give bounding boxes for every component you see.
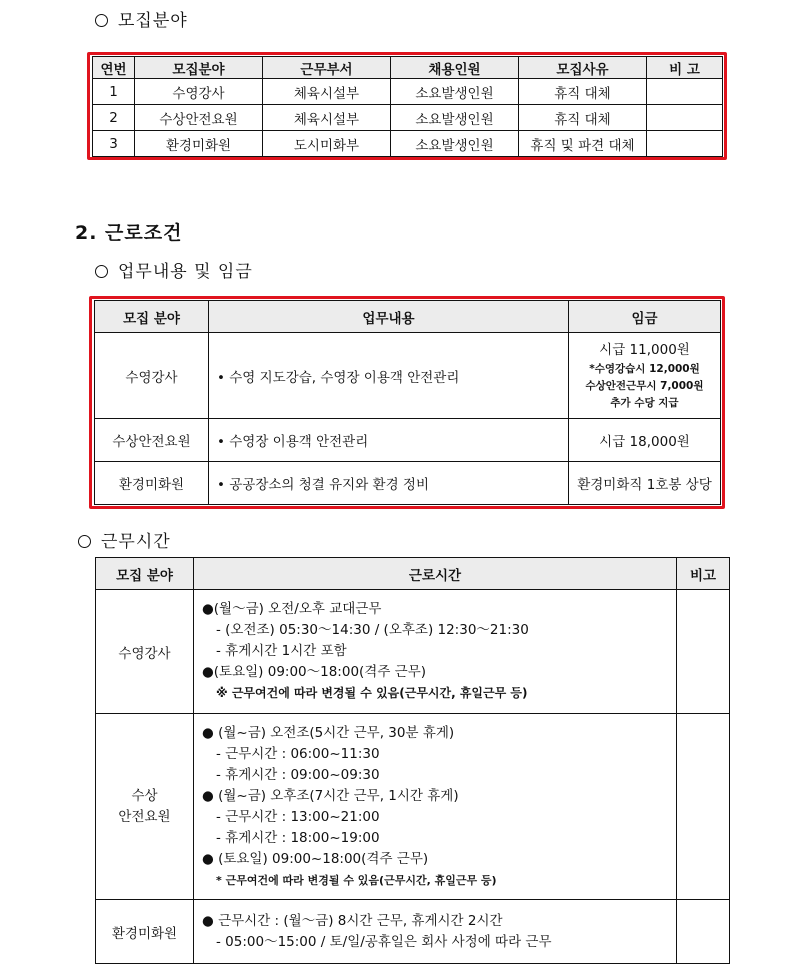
field-cell: 수영강사 [96,590,194,714]
column-header: 근로시간 [194,558,677,590]
wage-note: *수영강습시 12,000원 [589,363,700,375]
table-cell: 휴직 및 파견 대체 [519,131,647,157]
table-cell: 1 [93,79,135,105]
hours-line: - 휴게시간 : 18:00~19:00 [216,829,380,846]
table-row [93,105,723,131]
column-header: 비고 [677,558,730,590]
hours-line: - (오전조) 05:30～14:30 / (오후조) 12:30～21:30 [216,622,529,638]
table-row [95,462,721,505]
hours-cell [194,900,677,964]
table-cell: 환경미화원 [135,131,263,157]
field-cell: 환경미화원 [95,462,209,505]
remark-cell [677,714,730,900]
table-cell: 도시미화부 [263,131,391,157]
section-title-work-conditions: 2. 근로조건 [75,222,183,244]
hours-line: - 05:00～15:00 / 토/일/공휴일은 회사 사정에 따라 근무 [216,933,552,950]
hours-note: ※ 근무여건에 따라 변경될 수 있음(근무시간, 휴일근무 등) [216,686,528,700]
hours-line: ● (토요일) 09:00~18:00(격주 근무) [202,850,429,867]
wage-cell: 환경미화직 1호봉 상당 [569,462,721,505]
hours-cell [194,590,677,714]
table-row [96,900,730,964]
column-header: 모집사유 [519,57,647,79]
circle-bullet-icon [95,265,108,278]
section-heading-work-hours: 근무시간 [78,527,171,552]
wage-cell: 시급 18,000원 [569,419,721,462]
hours-line: - 휴게시간 : 09:00~09:30 [216,766,380,783]
column-header: 모집 분야 [95,301,209,333]
table-cell: 소요발생인원 [391,105,519,131]
hours-line: ●(토요일) 09:00～18:00(격주 근무) [202,664,427,680]
table-cell: 휴직 대체 [519,79,647,105]
column-header: 모집분야 [135,57,263,79]
table-cell: 수상안전요원 [135,105,263,131]
wage-cell [569,333,721,419]
hours-line: ● (월~금) 오전조(5시간 근무, 30분 휴게) [202,724,455,741]
table-cell: 2 [93,105,135,131]
recruit-table [92,56,723,157]
column-header: 임금 [569,301,721,333]
wage-value: 시급 11,000원 [599,342,690,358]
table-cell [647,105,723,131]
hours-line: - 휴게시간 1시간 포함 [216,643,347,659]
table-cell: 휴직 대체 [519,105,647,131]
table-row [96,714,730,900]
table-cell: 체육시설부 [263,79,391,105]
field-cell: 환경미화원 [96,900,194,964]
section-heading-duty-wage: 업무내용 및 임금 [95,257,253,282]
hours-cell [194,714,677,900]
table-cell: 수영강사 [135,79,263,105]
field-line: 수상 [131,787,158,804]
table-row [93,79,723,105]
column-header: 비 고 [647,57,723,79]
table-header-row [95,301,721,333]
table-row [96,590,730,714]
column-header: 채용인원 [391,57,519,79]
table-cell: 소요발생인원 [391,131,519,157]
hours-line: - 근무시간 : 06:00~11:30 [216,745,380,762]
table-row [95,419,721,462]
work-hours-table [95,557,730,964]
circle-bullet-icon [78,535,91,548]
hours-line: ● 근무시간 : (월～금) 8시간 근무, 휴게시간 2시간 [202,912,503,929]
table-header-row [93,57,723,79]
column-header: 연번 [93,57,135,79]
field-cell: 수상안전요원 [95,419,209,462]
column-header: 업무내용 [209,301,569,333]
hours-line: ●(월～금) 오전/오후 교대근무 [202,601,382,617]
table-cell [647,131,723,157]
circle-bullet-icon [95,14,108,27]
duty-cell: • 수영 지도강습, 수영장 이용객 안전관리 [209,333,569,419]
section-heading-recruit: 모집분야 [95,6,188,31]
table-row [93,131,723,157]
duty-cell: • 수영장 이용객 안전관리 [209,419,569,462]
hours-note: * 근무여건에 따라 변경될 수 있음(근무시간, 휴일근무 등) [216,873,497,887]
table-cell [647,79,723,105]
column-header: 모집 분야 [96,558,194,590]
table-header-row [96,558,730,590]
table-row [95,333,721,419]
table-cell: 3 [93,131,135,157]
field-line: 안전요원 [118,808,171,825]
table-cell: 체육시설부 [263,105,391,131]
duty-cell: • 공공장소의 청결 유지와 환경 정비 [209,462,569,505]
remark-cell [677,590,730,714]
column-header: 근무부서 [263,57,391,79]
hours-line: - 근무시간 : 13:00~21:00 [216,808,380,825]
hours-line: ● (월~금) 오후조(7시간 근무, 1시간 휴게) [202,787,459,804]
remark-cell [677,900,730,964]
duty-wage-table [94,300,721,505]
field-cell [96,714,194,900]
table-cell: 소요발생인원 [391,79,519,105]
wage-note: 추가 수당 지급 [610,397,679,409]
wage-note: 수상안전근무시 7,000원 [585,380,704,392]
field-cell: 수영강사 [95,333,209,419]
